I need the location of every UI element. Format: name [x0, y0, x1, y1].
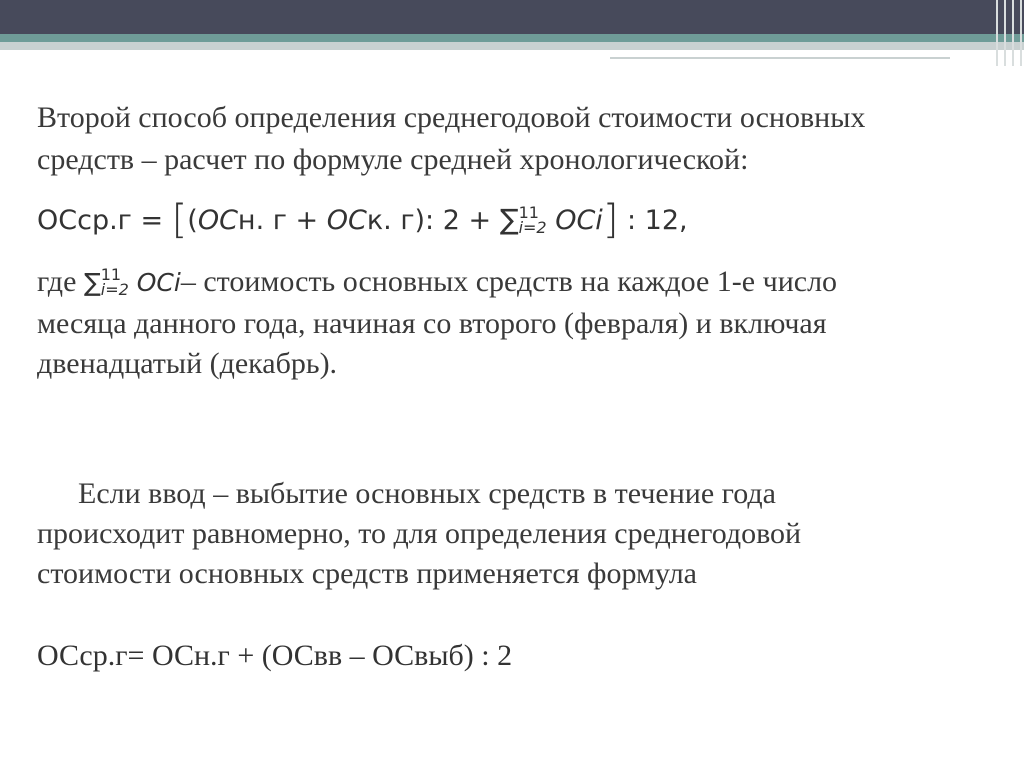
formula1-term2-var: ОС [326, 205, 367, 236]
formula1-sum-limits [518, 202, 547, 237]
formula1-term2-sub: к. г [366, 205, 415, 236]
paragraph2-line3: двенадцатый (декабрь). [37, 347, 338, 380]
formula-chronological-average [37, 193, 688, 243]
formula1-tail: : 12, [618, 205, 688, 236]
formula1-close-bracket: ] [602, 197, 619, 243]
formula-uniform-average: ОСср.г= ОСн.г + (ОСвв – ОСвыб) : 2 [37, 639, 513, 672]
paragraph2-sum-limits [101, 267, 129, 297]
formula1-term1-var: ОС [197, 205, 238, 236]
formula1-lhs: ОСср.г = [37, 205, 172, 236]
paragraph1-line1: Второй способ определения среднегодовой стоимости основных [37, 101, 866, 134]
corner-decor-bar [996, 0, 998, 66]
header-light-stripe [0, 42, 1024, 50]
formula1-plus: + [286, 205, 327, 236]
formula1-sum-term: OCi [546, 205, 603, 236]
paragraph2-sum-lower: i=2 [100, 280, 129, 299]
formula1-open-paren: ( [187, 205, 198, 236]
corner-decor-bar [1012, 0, 1014, 66]
paragraph3-line3: стоимости основных средств применяется формула [37, 557, 697, 590]
formula1-term1-sub: н. г [237, 205, 287, 236]
paragraph3-line1: Если ввод – выбытие основных средств в течение года [78, 477, 776, 510]
corner-decor-bar [1004, 0, 1006, 66]
paragraph2-line2: месяца данного года, начиная со второго (февраля) и включая [37, 307, 827, 340]
formula1-sum-symbol: ∑ [499, 203, 519, 236]
paragraph2-sum-term: OCi [128, 268, 181, 297]
paragraph1-line2: средств – расчет по формуле средней хронологической: [37, 143, 749, 176]
header-band [0, 0, 1024, 34]
corner-decor-bar [1020, 0, 1022, 66]
paragraph3-line2: происходит равномерно, то для определения среднегодовой [37, 517, 802, 550]
paragraph2-prefix: где [37, 265, 84, 298]
formula1-open-bracket: [ [171, 197, 188, 243]
formula1-close-paren-div: ): 2 + [414, 205, 500, 236]
formula1-sum-upper: 11 [518, 202, 539, 222]
paragraph2-line1-rest: – стоимость основных средств на каждое 1-е число [180, 265, 838, 298]
paragraph2-sum-symbol: ∑ [83, 268, 101, 297]
paragraph2-sum-expression [83, 265, 181, 299]
header-thin-line [610, 57, 950, 59]
paragraph2-line1 [37, 262, 837, 303]
formula1-sum-lower: i=2 [518, 217, 547, 237]
header-accent-stripe [0, 34, 1024, 42]
paragraph2-sum-upper: 11 [100, 265, 122, 284]
